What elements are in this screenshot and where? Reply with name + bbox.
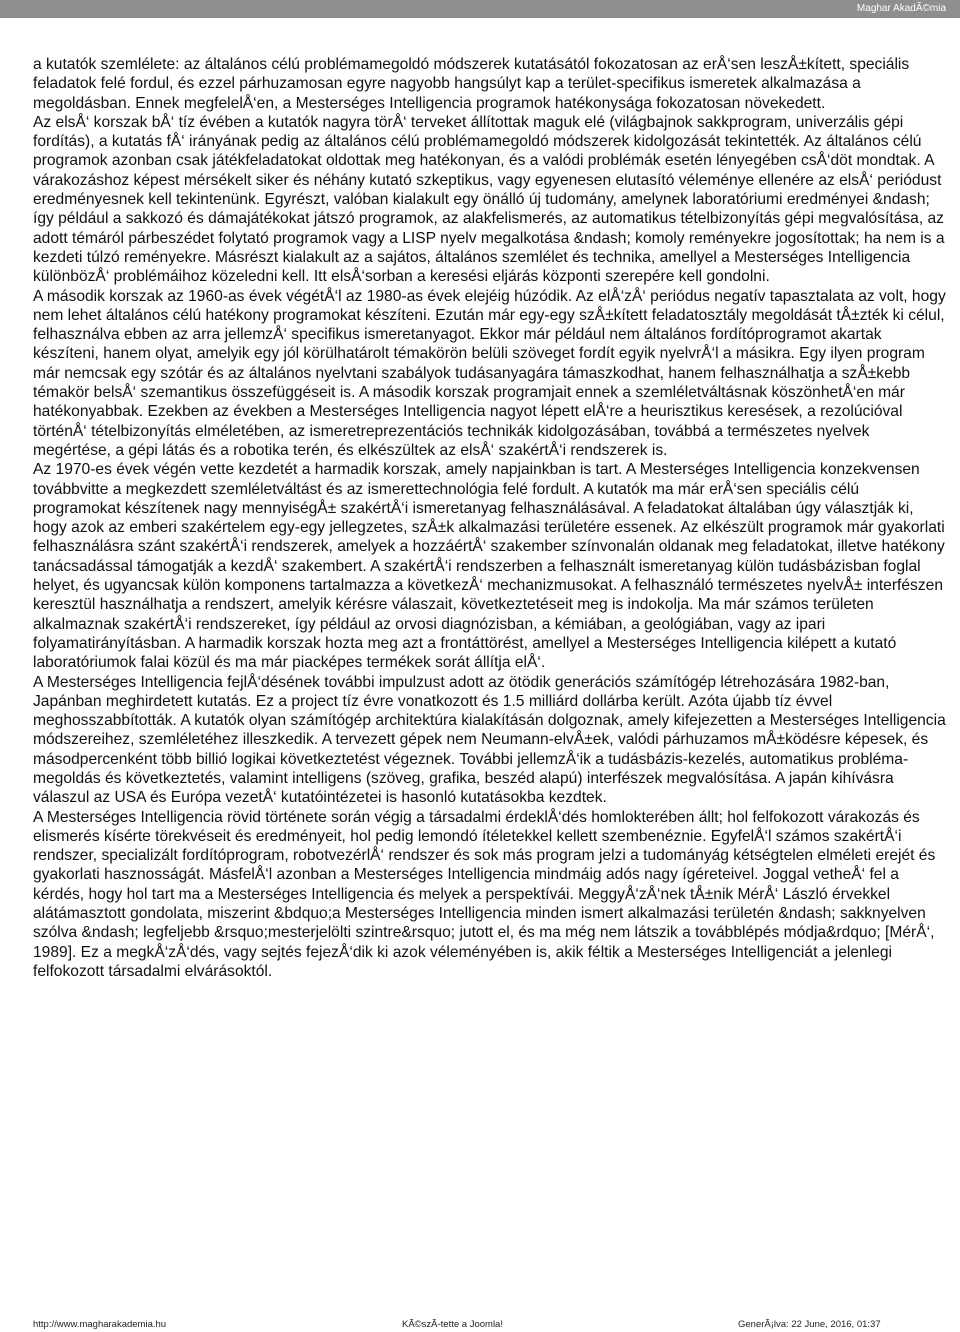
page-footer: [0, 1317, 960, 1332]
article-paragraph: A Mesterséges Intelligencia fejlÅ‘désének további impulzust adott az ötödik generációs számítógép létrehozására 1982-ban, Japánban meghirdetett kutatás. Ez a project tíz évre vonatkozott és 1.5 milliárd dollárba került. Azóta újabb tíz évvel meghosszabbították. A kutatók olyan számítógép architektúra kialakításán dolgoznak, amely kifejezetten a Mesterséges Intelligencia módszereihez, szemléletéhez illeszkedik. A tervezett gépek nem Neumann-elvÅ±ek, valódi párhuzamos mÅ±ködésre képesek, és másodpercenként több billió logikai következtetést végeznek. További jellemzÅ‘ik a tudásbázis-kezelés, automatikus probléma-megoldás és következtetés, valamint intelligens (szöveg, grafika, beszéd alapú) interfészek megvalósítása. A japán kihívásra válaszul az USA és Európa vezetÅ‘ kutatóintézetei is hasonló kutatásokba kezdtek.: [33, 673, 946, 807]
footer-url: http://www.magharakademia.hu: [33, 1319, 167, 1330]
article-paragraph: A Mesterséges Intelligencia rövid története során végig a társadalmi érdeklÅ‘dés homlokterében állt; hol felfokozott várakozás és elismerés kísérte törekvéseit és eredményeit, hol pedig lemondó ítéletekkel kellett szembenéznie. EgyfelÅ‘l számos szakértÅ‘i rendszer, specializált fordítóprogram, robotvezérlÅ‘ rendszer és sok más program jelzi a tudományág kétségtelen elméleti erejét és gyakorlati hasznosságát. MásfelÅ‘l azonban a Mesterséges Intelligencia mindmáig adós nagy ígéreteivel. Joggal vetheÅ‘ fel a kérdés, hogy hol tart ma a Mesterséges Intelligencia és melyek a perspektívái. MeggyÅ‘zÅ‘nek tÅ±nik MérÅ‘ László érvekkel alátámasztott gondolata, miszerint &bdquo;a Mesterséges Intelligencia minden ismert alkalmazási területén &ndash; sakknyelven szólva &ndash; legfeljebb &rsquo;mesterjelölti szintre&rsquo; jutott el, és ma még nem látszik a továbblépés módja&rdquo; [MérÅ‘, 1989]. Ez a megkÅ‘zÅ‘dés, vagy sejtés fejezÅ‘dik ki azok véleményében is, akik féltik a Mesterséges Intelligenciát a jelenlegi felfokozott társadalmi elvárásoktól.: [33, 808, 936, 980]
article-paragraph: A második korszak az 1960-as évek végétÅ‘l az 1980-as évek elejéig húzódik. Az elÅ‘zÅ‘ periódus negatív tapasztalata az volt, hogy nem lehet általános célú hatékony programokat készíteni. Ezután már egy-egy szÅ±kített feladatosztály megoldását tÅ±zték ki célul, felhasználva ebben az arra jellemzÅ‘ specifikus ismeretanyagot. Ekkor már például nem általános fordítóprogramot akartak készíteni, hanem olyat, amelyik egy jól körülhatárolt témakörön belüli szöveget fordít egyik nyelvrÅ‘l a másikra. Egy ilyen program már nemcsak egy szótár és az általános nyelvtani szabályok tudásanyagára támaszkodhat, hanem felhasználhatja a szÅ±kebb témakör belsÅ‘ szemantikus összefüggéseit is. A második korszak programjait ennek a szemléletváltásnak köszönhetÅ‘en már hatékonyabbak. Ezekben az években a Mesterséges Intelligencia nagyot lépett elÅ‘re a heurisztikus keresések, a rezolúcióval történÅ‘ tételbizonyítás elméletében, az ismeretreprezentációs technikák kidolgozásában, továbbá a természetes nyelvek megértése, a gépi látás és a robotika terén, és elkészültek az elsÅ‘ szakértÅ‘i rendszerek is.: [33, 287, 946, 459]
article-paragraph: Az 1970-es évek végén vette kezdetét a harmadik korszak, amely napjainkban is tart. A Mesterséges Intelligencia konzekvensen továbbvitte a megkezdett szemléletváltást és az ismerettechnológia felé fordult. A kutatók ma már erÅ‘sen speciális célú programokat készítenek nagy mennyiségÅ± szakértÅ‘i ismeretanyag felhasználásával. A feladatokat általában úgy választják ki, hogy azok az emberi szakértelem egy-egy jellegzetes, szÅ±k alkalmazási területére essenek. Az elkészült programok már gyakorlati felhasználásra szánt szakértÅ‘i rendszerek, amelyek a hozzáértÅ‘ szakember színvonalán oldanak meg feladatokat, illetve hatékony tanácsadással támogatják a kezdÅ‘ szakembert. A szakértÅ‘i rendszerben a felhasznált ismeretanyag külön tudásbázisban foglal helyet, és ugyancsak külön komponens tartalmazza a következÅ‘ mechanizmusokat. A felhasználó természetes nyelvÅ± interfészen keresztül használhatja a rendszert, amelyik kérésre válaszait, következtetéseit meg is indokolja. Ma már számos területen alkalmaznak szakértÅ‘i rendszereket, így például az orvosi diagnózisban, a kémiában, a geológiában, vagy az ipari folyamatirányításban. A harmadik korszak hozta meg azt a frontáttörést, amellyel a Mesterséges Intelligencia kilépett a kutató laboratóriumok falai közül és ma már piacképes termékek sorát állítja elÅ‘.: [33, 461, 945, 672]
article-paragraph: a kutatók szemlélete: az általános célú problémamegoldó módszerek kutatásától fokozatosan az erÅ‘sen leszÅ±kített, speciális feladatok felé fordul, és ezzel párhuzamosan egyre nagyobb hangsúlyt kap a terület-specifikus ismeretek alkalmazása a megoldásban. Ennek megfelelÅ‘en, a Mesterséges Intelligencia programok hatékonysága fokozatosan növekedett.: [33, 56, 910, 112]
page-header: [0, 0, 960, 18]
site-title: Maghar AkadÃ©mia: [856, 3, 946, 14]
article-paragraph: Az elsÅ‘ korszak bÅ‘ tíz évében a kutatók nagyra törÅ‘ terveket állítottak maguk elé (világbajnok sakkprogram, univerzális gépi fordítás), a kutatás fÅ‘ irányának pedig az általános célú problémamegoldó módszerek kidolgozását tekintették. Az általános célú programok azonban csak játékfeladatokat oldottak meg hatékonyan, és a valódi problémák esetén lényegében csÅ‘döt mondtak. A várakozáshoz képest mérsékelt siker és néhány kutató szkeptikus, vagy egyenesen elutasító véleménye ellenére az elsÅ‘ periódust eredményesnek kell tekintenünk. Egyrészt, valóban kialakult egy önálló új tudomány, amelynek laboratóriumi eredményei &ndash; így például a sakkozó és dámajátékokat játszó programok, az alakfelismerés, az automatikus tételbizonyítás gépi megvalósítása, az adott témáról párbeszédet folytató programok vagy a LISP nyelv megalkotása &ndash; komoly reményekre jogosítottak; ha nem is a kezdeti túlzó reményekre. Másrészt kialakult az a sajátos, általános szemlélet és technika, amellyel a Mesterséges Intelligencia különbözÅ‘ problémáihoz közeledni kell. Itt elsÅ‘sorban a keresési eljárás központi szerepére kell gondolni.: [33, 113, 945, 286]
footer-credit: KÃ©szÃ-tette a Joomla!: [402, 1319, 503, 1330]
article-body: [33, 55, 950, 981]
footer-generated-date: GenerÃ¡lva: 22 June, 2016, 01:37: [738, 1319, 881, 1330]
